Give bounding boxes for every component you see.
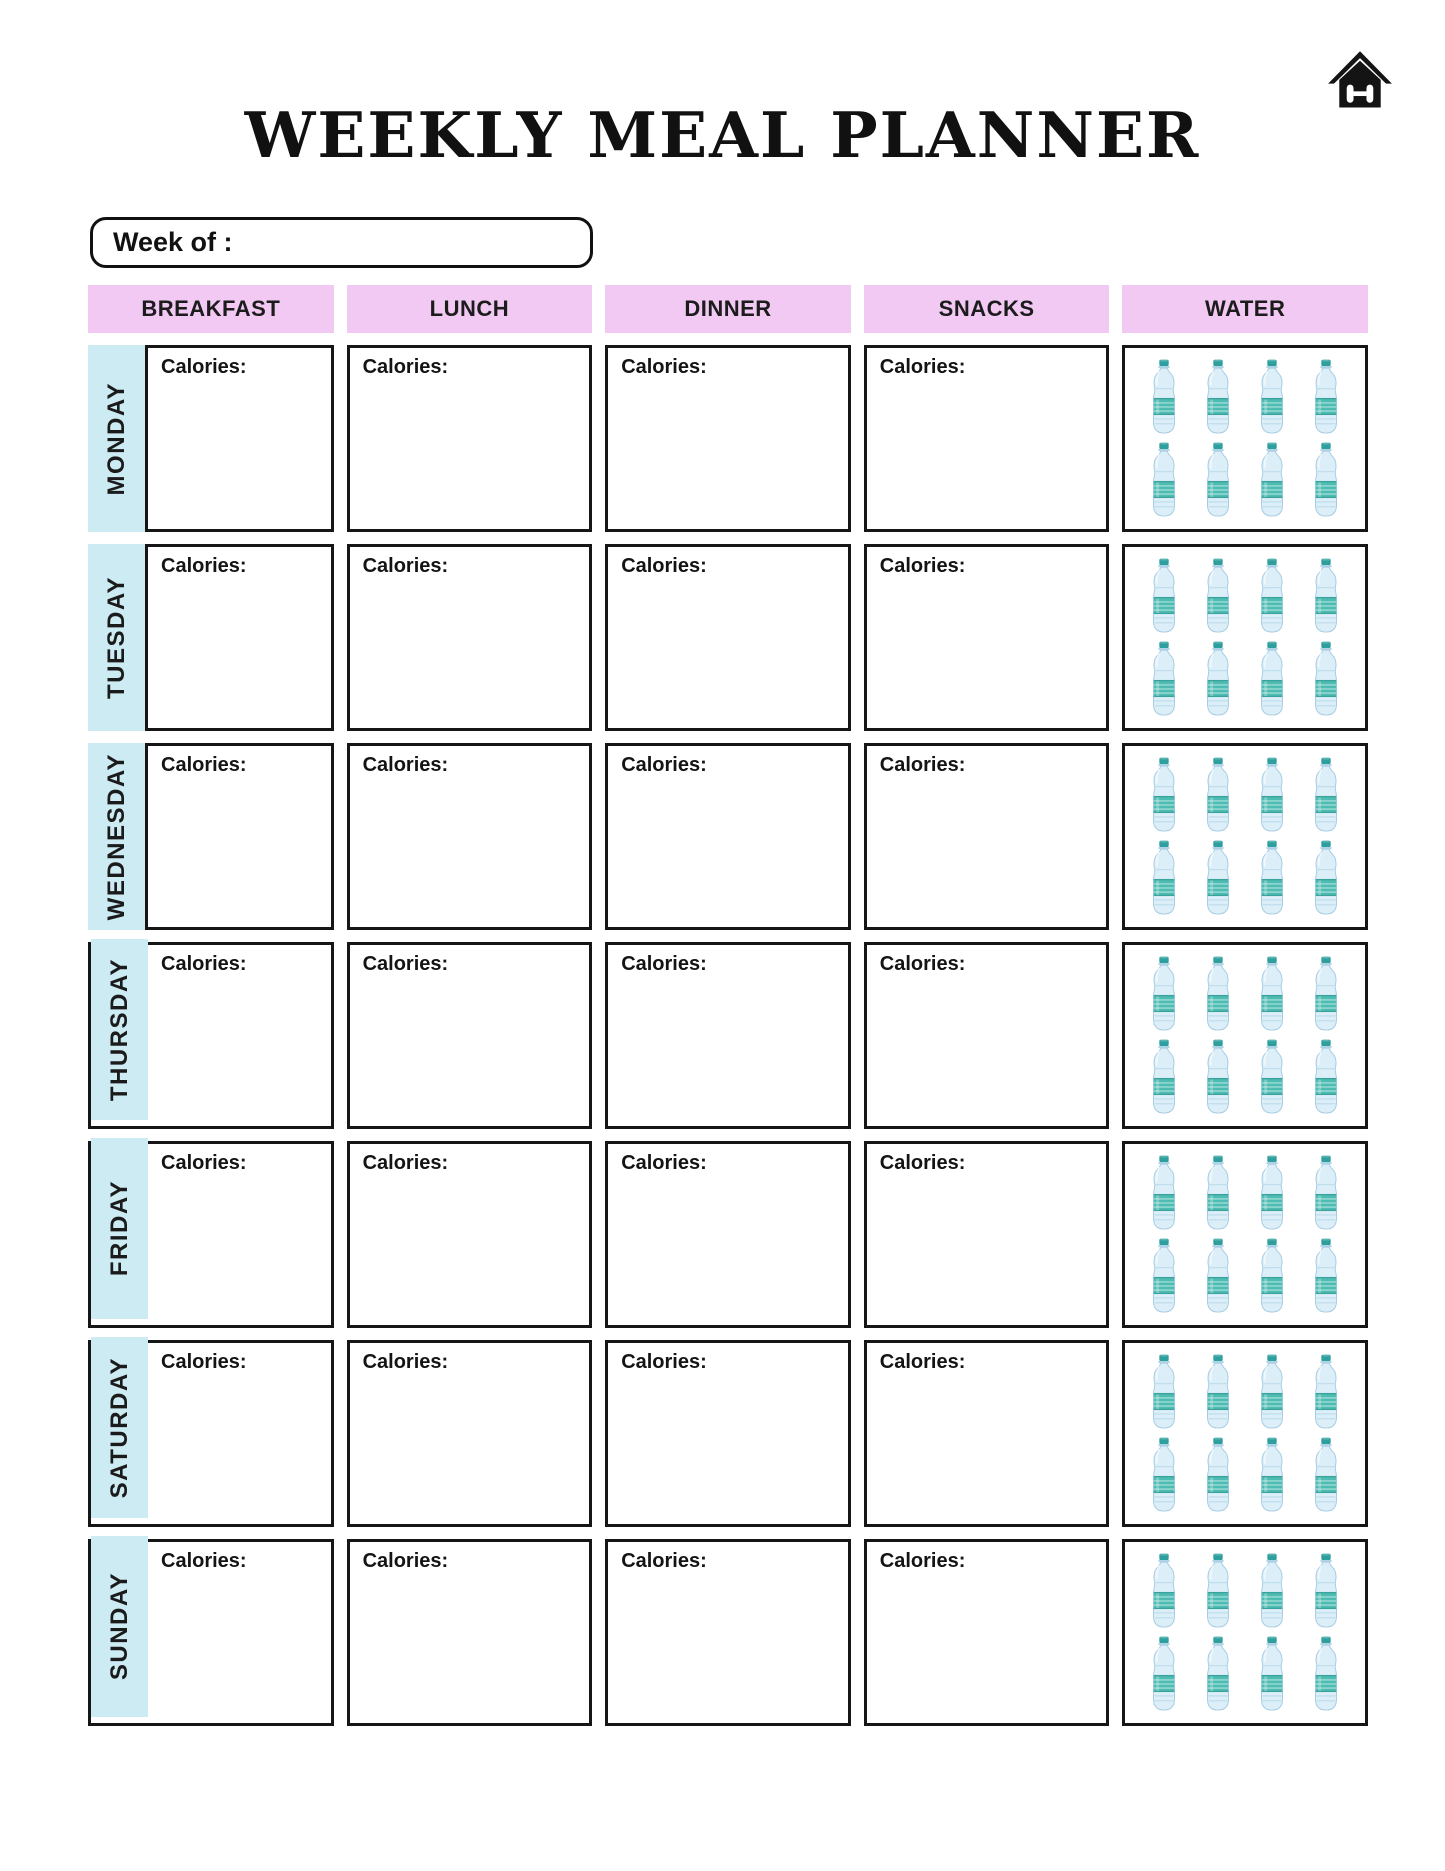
calories-label: Calories: <box>621 555 707 577</box>
day-label-text: SATURDAY <box>105 1356 133 1499</box>
water-bottle-icon[interactable] <box>1203 1238 1233 1314</box>
snacks-cell[interactable] <box>864 1340 1110 1527</box>
snacks-cell[interactable] <box>864 544 1110 731</box>
snacks-cell[interactable] <box>864 1539 1110 1726</box>
calories-label: Calories: <box>621 356 707 378</box>
calories-label: Calories: <box>621 953 707 975</box>
day-label-text: FRIDAY <box>105 1180 133 1277</box>
water-bottle-icon[interactable] <box>1203 1354 1233 1430</box>
water-bottle-icon[interactable] <box>1149 1238 1179 1314</box>
calories-label: Calories: <box>879 953 966 975</box>
water-bottle-icon[interactable] <box>1203 1437 1233 1513</box>
water-bottle-icon[interactable] <box>1257 442 1287 518</box>
water-bottle-icon[interactable] <box>1311 558 1341 634</box>
calories-label: Calories: <box>161 555 247 577</box>
day-label-tuesday <box>88 544 145 731</box>
breakfast-cell[interactable] <box>145 544 334 731</box>
water-bottle-icon[interactable] <box>1149 641 1179 717</box>
water-bottle-icon[interactable] <box>1311 1039 1341 1115</box>
calories-label: Calories: <box>879 555 966 577</box>
day-label-text: SUNDAY <box>105 1572 133 1681</box>
breakfast-cell[interactable] <box>148 945 331 1126</box>
water-bottle-icon[interactable] <box>1257 956 1287 1032</box>
water-bottle-icon[interactable] <box>1257 558 1287 634</box>
water-bottle-icon[interactable] <box>1257 1437 1287 1513</box>
water-bottle-icon[interactable] <box>1149 558 1179 634</box>
water-bottle-icon[interactable] <box>1149 1155 1179 1231</box>
water-bottle-icon[interactable] <box>1311 1238 1341 1314</box>
day-label-monday <box>88 345 145 532</box>
calories-label: Calories: <box>362 953 449 975</box>
water-bottle-icon[interactable] <box>1149 1437 1179 1513</box>
calories-label: Calories: <box>879 754 966 776</box>
calories-label: Calories: <box>362 356 449 378</box>
breakfast-day-group <box>88 1141 334 1328</box>
dinner-cell[interactable] <box>605 942 851 1129</box>
calories-label: Calories: <box>621 1152 707 1174</box>
water-bottle-icon[interactable] <box>1149 442 1179 518</box>
water-bottle-icon[interactable] <box>1149 1039 1179 1115</box>
calories-label: Calories: <box>621 1550 707 1572</box>
breakfast-day-group <box>88 345 334 532</box>
lunch-cell[interactable] <box>347 544 593 731</box>
water-cell[interactable] <box>1122 743 1368 930</box>
day-label-text: THURSDAY <box>105 957 133 1102</box>
dinner-cell[interactable] <box>605 1539 851 1726</box>
water-bottle-icon[interactable] <box>1311 1354 1341 1430</box>
lunch-cell[interactable] <box>347 1340 593 1527</box>
water-bottle-icon[interactable] <box>1311 840 1341 916</box>
week-of-value[interactable] <box>233 220 590 265</box>
calories-label: Calories: <box>879 1351 966 1373</box>
calories-label: Calories: <box>621 754 707 776</box>
water-cell[interactable] <box>1122 1539 1368 1726</box>
water-bottle-icon[interactable] <box>1149 1636 1179 1712</box>
water-cell[interactable] <box>1122 544 1368 731</box>
water-bottle-icon[interactable] <box>1203 840 1233 916</box>
lunch-cell[interactable] <box>347 942 593 1129</box>
column-header-breakfast: BREAKFAST <box>88 285 334 333</box>
water-bottle-icon[interactable] <box>1311 1636 1341 1712</box>
day-label-text: TUESDAY <box>102 576 130 699</box>
dinner-cell[interactable] <box>605 345 851 532</box>
breakfast-cell[interactable] <box>148 1343 331 1524</box>
water-bottle-icon[interactable] <box>1203 1636 1233 1712</box>
dinner-cell[interactable] <box>605 1340 851 1527</box>
water-bottle-icon[interactable] <box>1311 359 1341 435</box>
column-header-water: WATER <box>1122 285 1368 333</box>
lunch-cell[interactable] <box>347 1539 593 1726</box>
day-label-wednesday <box>88 743 145 930</box>
water-bottle-icon[interactable] <box>1257 1039 1287 1115</box>
water-bottle-icon[interactable] <box>1257 1553 1287 1629</box>
day-label-text: MONDAY <box>102 381 130 496</box>
calories-label: Calories: <box>362 1152 449 1174</box>
breakfast-cell[interactable] <box>148 1542 331 1723</box>
water-bottle-icon[interactable] <box>1257 1354 1287 1430</box>
breakfast-cell[interactable] <box>145 345 334 532</box>
water-bottle-icon[interactable] <box>1203 757 1233 833</box>
water-bottle-icon[interactable] <box>1149 757 1179 833</box>
calories-label: Calories: <box>879 356 966 378</box>
lunch-cell[interactable] <box>347 345 593 532</box>
breakfast-day-group <box>88 743 334 930</box>
calories-label: Calories: <box>879 1550 966 1572</box>
week-of-field[interactable] <box>90 217 593 268</box>
calories-label: Calories: <box>161 953 247 975</box>
water-cell[interactable] <box>1122 345 1368 532</box>
snacks-cell[interactable] <box>864 1141 1110 1328</box>
water-bottle-icon[interactable] <box>1257 1636 1287 1712</box>
column-header-snacks: SNACKS <box>864 285 1110 333</box>
water-bottle-icon[interactable] <box>1257 1238 1287 1314</box>
water-bottle-icon[interactable] <box>1203 1155 1233 1231</box>
calories-label: Calories: <box>161 754 247 776</box>
breakfast-day-group <box>88 544 334 731</box>
water-bottle-icon[interactable] <box>1149 1354 1179 1430</box>
water-bottle-icon[interactable] <box>1311 1437 1341 1513</box>
calories-label: Calories: <box>161 1152 247 1174</box>
dinner-cell[interactable] <box>605 544 851 731</box>
snacks-cell[interactable] <box>864 743 1110 930</box>
water-bottle-icon[interactable] <box>1203 442 1233 518</box>
breakfast-day-group <box>88 1539 334 1726</box>
calories-label: Calories: <box>362 555 449 577</box>
breakfast-cell[interactable] <box>145 743 334 930</box>
breakfast-day-group <box>88 942 334 1129</box>
planner-grid <box>88 285 1368 1726</box>
water-bottle-icon[interactable] <box>1203 956 1233 1032</box>
page-title: WEEKLY MEAL PLANNER <box>244 98 1201 172</box>
calories-label: Calories: <box>362 1550 449 1572</box>
dinner-cell[interactable] <box>605 1141 851 1328</box>
water-bottle-icon[interactable] <box>1257 641 1287 717</box>
water-bottle-icon[interactable] <box>1311 1155 1341 1231</box>
water-bottle-icon[interactable] <box>1149 1553 1179 1629</box>
calories-label: Calories: <box>879 1152 966 1174</box>
water-bottle-icon[interactable] <box>1257 359 1287 435</box>
day-label-thursday <box>91 939 148 1120</box>
day-label-saturday <box>91 1337 148 1518</box>
water-bottle-icon[interactable] <box>1257 1155 1287 1231</box>
breakfast-cell[interactable] <box>148 1144 331 1325</box>
day-label-text: WEDNESDAY <box>102 752 130 921</box>
calories-label: Calories: <box>362 1351 449 1373</box>
snacks-cell[interactable] <box>864 942 1110 1129</box>
water-bottle-icon[interactable] <box>1203 641 1233 717</box>
water-cell[interactable] <box>1122 1340 1368 1527</box>
water-bottle-icon[interactable] <box>1149 956 1179 1032</box>
column-header-lunch: LUNCH <box>347 285 593 333</box>
calories-label: Calories: <box>161 1550 247 1572</box>
water-bottle-icon[interactable] <box>1149 840 1179 916</box>
lunch-cell[interactable] <box>347 743 593 930</box>
lunch-cell[interactable] <box>347 1141 593 1328</box>
dinner-cell[interactable] <box>605 743 851 930</box>
column-header-dinner: DINNER <box>605 285 851 333</box>
calories-label: Calories: <box>621 1351 707 1373</box>
water-bottle-icon[interactable] <box>1311 442 1341 518</box>
water-bottle-icon[interactable] <box>1311 1553 1341 1629</box>
water-bottle-icon[interactable] <box>1149 359 1179 435</box>
breakfast-day-group <box>88 1340 334 1527</box>
water-cell[interactable] <box>1122 942 1368 1129</box>
snacks-cell[interactable] <box>864 345 1110 532</box>
water-bottle-icon[interactable] <box>1257 840 1287 916</box>
water-bottle-icon[interactable] <box>1203 359 1233 435</box>
calories-label: Calories: <box>161 356 247 378</box>
water-bottle-icon[interactable] <box>1311 956 1341 1032</box>
week-of-label: Week of : <box>113 227 233 257</box>
water-bottle-icon[interactable] <box>1203 1039 1233 1115</box>
day-label-sunday <box>91 1536 148 1717</box>
water-bottle-icon[interactable] <box>1203 558 1233 634</box>
calories-label: Calories: <box>362 754 449 776</box>
water-bottle-icon[interactable] <box>1311 757 1341 833</box>
calories-label: Calories: <box>161 1351 247 1373</box>
water-bottle-icon[interactable] <box>1257 757 1287 833</box>
water-bottle-icon[interactable] <box>1311 641 1341 717</box>
water-bottle-icon[interactable] <box>1203 1553 1233 1629</box>
water-cell[interactable] <box>1122 1141 1368 1328</box>
day-label-friday <box>91 1138 148 1319</box>
